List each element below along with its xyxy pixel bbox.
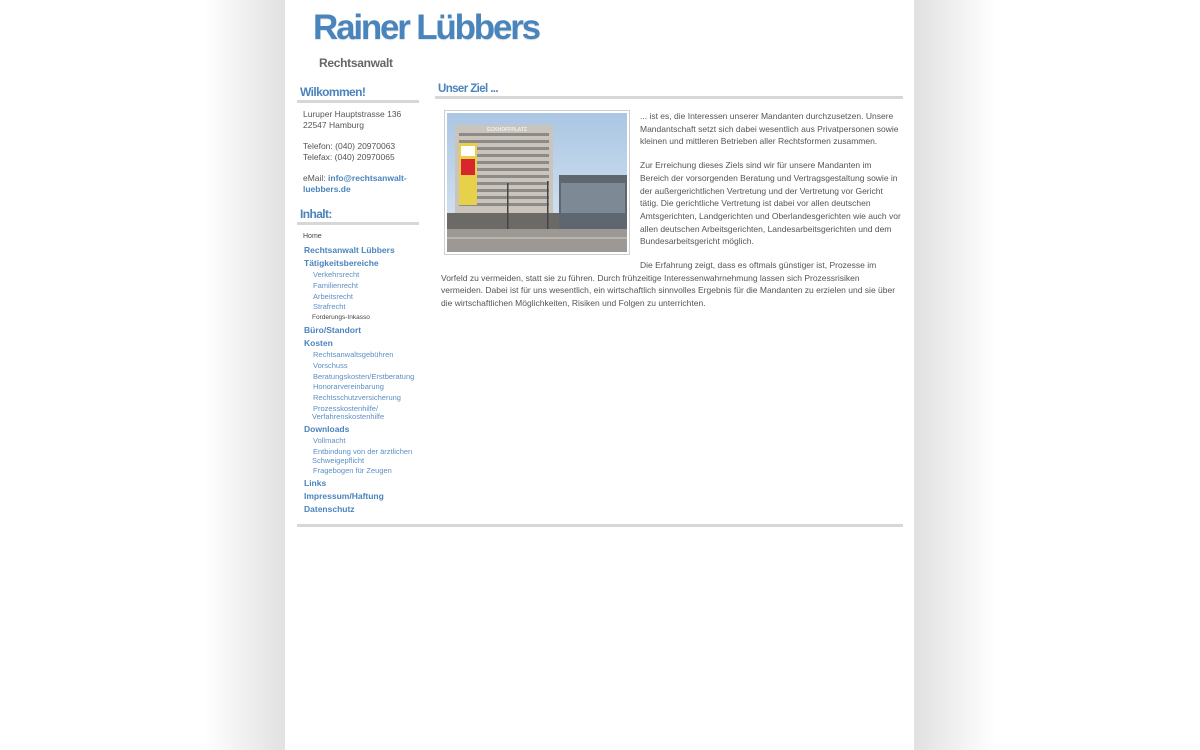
email-line xyxy=(303,173,415,194)
nav-subitem-familienrecht[interactable]: Familienrecht xyxy=(313,280,359,290)
content-heading: Unser Ziel ... xyxy=(435,82,903,99)
nav-item-home[interactable]: Home xyxy=(303,233,322,240)
nav-heading: Inhalt: xyxy=(297,205,419,225)
nav-item-links[interactable]: Links xyxy=(304,478,327,489)
services-paragraph: Zur Erreichung dieses Ziels sind wir für unsere Mandanten im Bereich der vorsorgenden Beratung und Vertragsgestaltung sowie in der außergerichtlichen Vertretung und der Vertretung vor Gericht tätig. Die gerichtliche Vertretung ist dabei vor allen deutschen Amtsgerichten, Landgerichten und Oberlandesgerichten wie auch vor allen deutschen Arbeitsgerichten, Landesarbeitsgerichten und dem Bundesarbeitsgericht möglich. xyxy=(640,160,901,247)
nav-subitem-forderungs-inkasso[interactable]: Forderungs-Inkasso xyxy=(312,314,370,322)
nav-subitem-honorarvereinbarung[interactable]: Honorarvereinbarung xyxy=(313,382,384,392)
nav-subitem-rechtsanwaltsgebuehren[interactable]: Rechtsanwaltsgebühren xyxy=(313,349,394,359)
sidebar xyxy=(297,83,419,517)
nav-subitem-fragebogen[interactable]: Fragebogen für Zeugen xyxy=(313,466,392,476)
nav-item-impressum[interactable]: Impressum/Haftung xyxy=(304,491,384,502)
email-link[interactable]: info@rechtsanwalt-luebbers.de xyxy=(303,173,407,194)
nav-subitem-rechtsschutzversicherung[interactable]: Rechtsschutzversicherung xyxy=(313,393,401,403)
office-building-photo xyxy=(444,110,630,255)
address-text: Luruper Hauptstrasse 136 22547 Hamburg xyxy=(303,109,402,130)
page-shadow-left xyxy=(205,0,285,750)
site-title[interactable]: Rainer Lübbers xyxy=(313,8,539,47)
nav-subitem-vollmacht[interactable]: Vollmacht xyxy=(313,436,346,446)
nav-item-kosten[interactable]: Kosten xyxy=(304,337,333,348)
nav-item-buero-standort[interactable]: Büro/Standort xyxy=(304,324,362,335)
article-body xyxy=(435,99,903,310)
footer-divider xyxy=(297,524,903,527)
nav-subitem-verkehrsrecht[interactable]: Verkehrsrecht xyxy=(313,270,360,279)
nav-subitem-entbindung[interactable]: Entbindung von der ärztlichen Schweigepflicht xyxy=(312,447,413,465)
photo-sign-text: ECKHOFFPLATZ xyxy=(487,127,527,133)
email-label: eMail: xyxy=(303,173,329,183)
nav-subitem-beratungskosten[interactable]: Beratungskosten/Erstberatung xyxy=(313,371,415,381)
page-shadow-right xyxy=(915,0,995,750)
phone-text: Telefon: (040) 20970063 Telefax: (040) 20970065 xyxy=(303,141,396,162)
nav-subitem-prozesskostenhilfe[interactable]: Prozesskostenhilfe/ Verfahrenskostenhilfe xyxy=(312,403,385,422)
main-content xyxy=(435,82,903,321)
nav-subitem-arbeitsrecht[interactable]: Arbeitsrecht xyxy=(313,291,354,301)
nav-item-taetigkeitsbereiche[interactable]: Tätigkeitsbereiche xyxy=(304,258,379,268)
nav-item-downloads[interactable]: Downloads xyxy=(304,424,350,435)
nav-item-rechtsanwalt[interactable]: Rechtsanwalt Lübbers xyxy=(304,245,395,255)
nav-subitem-vorschuss[interactable]: Vorschuss xyxy=(313,360,348,370)
experience-paragraph: Die Erfahrung zeigt, dass es oftmals günstiger ist, Prozesse im Vorfeld zu vermeiden, statt sie zu führen. Durch frühzeitige Interessenwahrnehmung lassen sich Prozessrisiken vermeiden. Dabei ist für uns wesentlich, ein wirtschaftlich sinnvolles Ergebnis für die Mandanten zu erzielen und sie über die wirtschaftlichen Möglichkeiten, Risiken und Folgen zu unterrichten. xyxy=(441,260,896,309)
intro-paragraph: ... ist es, die Interessen unserer Mandanten durchzusetzen. Unsere Mandantschaft setzt sich dabei wesentlich aus Privatpersonen sowie kleinen und mittleren Betrieben aller Rechtsformen zusammen. xyxy=(640,111,899,147)
nav-subitem-strafrecht[interactable]: Strafrecht xyxy=(313,302,346,312)
welcome-heading: Wilkommen! xyxy=(297,83,419,103)
page-container xyxy=(284,0,915,750)
nav-item-datenschutz[interactable]: Datenschutz xyxy=(304,504,355,515)
main-navigation xyxy=(297,225,419,514)
site-subtitle: Rechtsanwalt xyxy=(319,56,393,70)
contact-info xyxy=(297,103,419,194)
